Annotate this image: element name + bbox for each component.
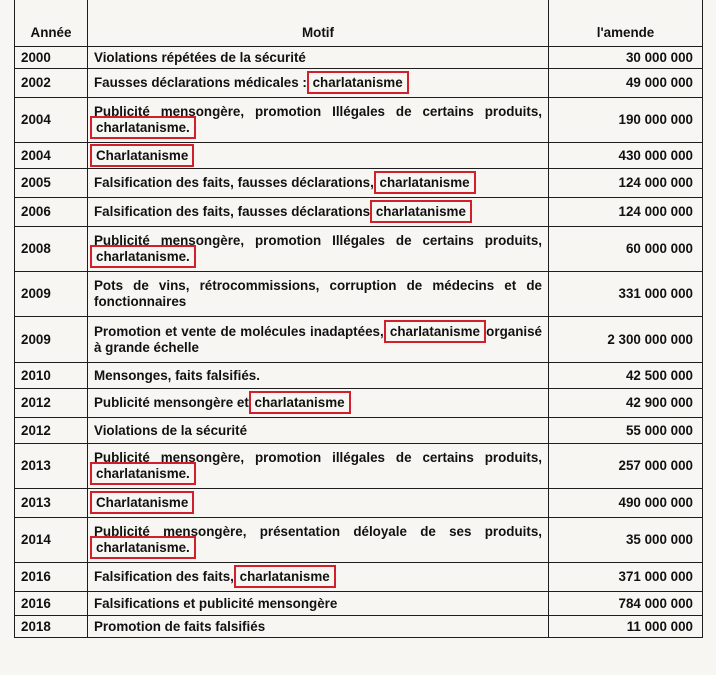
table-row <box>15 198 703 227</box>
highlighted-term: charlatanisme. <box>96 466 190 481</box>
cell-year: 2009 <box>15 317 88 363</box>
cell-amount: 190 000 000 <box>549 98 703 143</box>
table-header-row <box>15 0 703 47</box>
cell-motif <box>88 143 549 169</box>
cell-amount: 2 300 000 000 <box>549 317 703 363</box>
highlighted-term: charlatanisme. <box>96 249 190 264</box>
cell-year: 2016 <box>15 592 88 616</box>
cell-year: 2013 <box>15 444 88 489</box>
header-amount: l'amende <box>549 0 703 47</box>
table-row <box>15 98 703 143</box>
table-body <box>15 47 703 638</box>
cell-year: 2012 <box>15 389 88 418</box>
cell-motif <box>88 563 549 592</box>
motif-text: Publicité mensongère, promotion Illégales de certains produits, <box>94 104 542 119</box>
table-row <box>15 489 703 518</box>
header-motif: Motif <box>88 0 549 47</box>
cell-year: 2006 <box>15 198 88 227</box>
cell-amount: 331 000 000 <box>549 272 703 317</box>
cell-amount: 124 000 000 <box>549 198 703 227</box>
cell-motif <box>88 169 549 198</box>
cell-amount: 371 000 000 <box>549 563 703 592</box>
motif-text: Falsification des faits, fausses déclarations, <box>94 175 378 190</box>
motif-text: Falsification des faits, <box>94 569 238 584</box>
cell-amount: 124 000 000 <box>549 169 703 198</box>
cell-motif <box>88 389 549 418</box>
cell-year: 2012 <box>15 418 88 444</box>
motif-text: Pots de vins, rétrocommissions, corruption de médecins et de fonctionnaires <box>94 278 542 309</box>
cell-motif <box>88 444 549 489</box>
highlighted-term: charlatanisme <box>379 175 470 190</box>
highlighted-term: Charlatanisme <box>96 495 189 510</box>
cell-year: 2008 <box>15 227 88 272</box>
table-row <box>15 227 703 272</box>
cell-amount: 49 000 000 <box>549 69 703 98</box>
cell-amount: 11 000 000 <box>549 616 703 638</box>
highlighted-term: charlatanisme <box>375 204 466 219</box>
highlighted-term: charlatanisme <box>254 395 345 410</box>
cell-amount: 55 000 000 <box>549 418 703 444</box>
cell-motif <box>88 69 549 98</box>
highlighted-term: charlatanisme <box>389 323 480 339</box>
table-row <box>15 518 703 563</box>
motif-text: Falsification des faits, fausses déclarations <box>94 204 374 219</box>
cell-year: 2005 <box>15 169 88 198</box>
table-row <box>15 69 703 98</box>
cell-year: 2002 <box>15 69 88 98</box>
cell-motif <box>88 418 549 444</box>
cell-motif <box>88 198 549 227</box>
highlighted-term: Charlatanisme <box>96 147 189 163</box>
cell-year: 2013 <box>15 489 88 518</box>
cell-amount: 490 000 000 <box>549 489 703 518</box>
table-row <box>15 317 703 363</box>
cell-year: 2009 <box>15 272 88 317</box>
table-row <box>15 444 703 489</box>
cell-motif <box>88 272 549 317</box>
cell-year: 2014 <box>15 518 88 563</box>
motif-text: Mensonges, faits falsifiés. <box>94 367 260 383</box>
motif-text: Falsifications et publicité mensongère <box>94 595 338 611</box>
cell-motif <box>88 363 549 389</box>
cell-amount: 257 000 000 <box>549 444 703 489</box>
motif-text: Promotion de faits falsifiés <box>94 618 266 634</box>
cell-motif <box>88 47 549 69</box>
cell-year: 2010 <box>15 363 88 389</box>
motif-tail: organisé à grande échelle <box>94 323 542 355</box>
highlighted-term: charlatanisme <box>312 75 403 90</box>
highlighted-term: charlatanisme. <box>96 120 190 135</box>
motif-text: Publicité mensongère, promotion Illégales de certains produits, <box>94 233 542 248</box>
motif-text: Publicité mensongère, promotion illégales de certains produits, <box>94 450 542 465</box>
cell-motif <box>88 489 549 518</box>
cell-amount: 60 000 000 <box>549 227 703 272</box>
cell-year: 2004 <box>15 98 88 143</box>
motif-text: Fausses déclarations médicales : <box>94 75 311 90</box>
motif-text: Promotion et vente de molécules inadaptées, <box>94 323 388 339</box>
table-row <box>15 363 703 389</box>
motif-text: Violations de la sécurité <box>94 422 248 438</box>
motif-text: Publicité mensongère, présentation déloyale de ses produits, <box>94 524 542 539</box>
cell-year: 2004 <box>15 143 88 169</box>
table-row <box>15 563 703 592</box>
cell-motif <box>88 317 549 363</box>
cell-motif <box>88 227 549 272</box>
highlighted-term: charlatanisme <box>239 569 330 584</box>
cell-amount: 42 500 000 <box>549 363 703 389</box>
cell-year: 2016 <box>15 563 88 592</box>
cell-amount: 30 000 000 <box>549 47 703 69</box>
fines-table <box>14 0 703 638</box>
highlighted-term: charlatanisme. <box>96 540 190 555</box>
cell-year: 2018 <box>15 616 88 638</box>
motif-text: Violations répétées de la sécurité <box>94 49 306 65</box>
table-row <box>15 143 703 169</box>
cell-motif <box>88 616 549 638</box>
motif-text: Publicité mensongère et <box>94 395 253 410</box>
cell-amount: 42 900 000 <box>549 389 703 418</box>
cell-motif <box>88 98 549 143</box>
cell-motif <box>88 592 549 616</box>
table-row <box>15 389 703 418</box>
table-row <box>15 272 703 317</box>
header-year: Année <box>15 0 88 47</box>
cell-year: 2000 <box>15 47 88 69</box>
cell-amount: 784 000 000 <box>549 592 703 616</box>
table-row <box>15 169 703 198</box>
table-row <box>15 418 703 444</box>
table-row <box>15 592 703 616</box>
cell-amount: 430 000 000 <box>549 143 703 169</box>
table-row <box>15 616 703 638</box>
table-row <box>15 47 703 69</box>
cell-motif <box>88 518 549 563</box>
cell-amount: 35 000 000 <box>549 518 703 563</box>
